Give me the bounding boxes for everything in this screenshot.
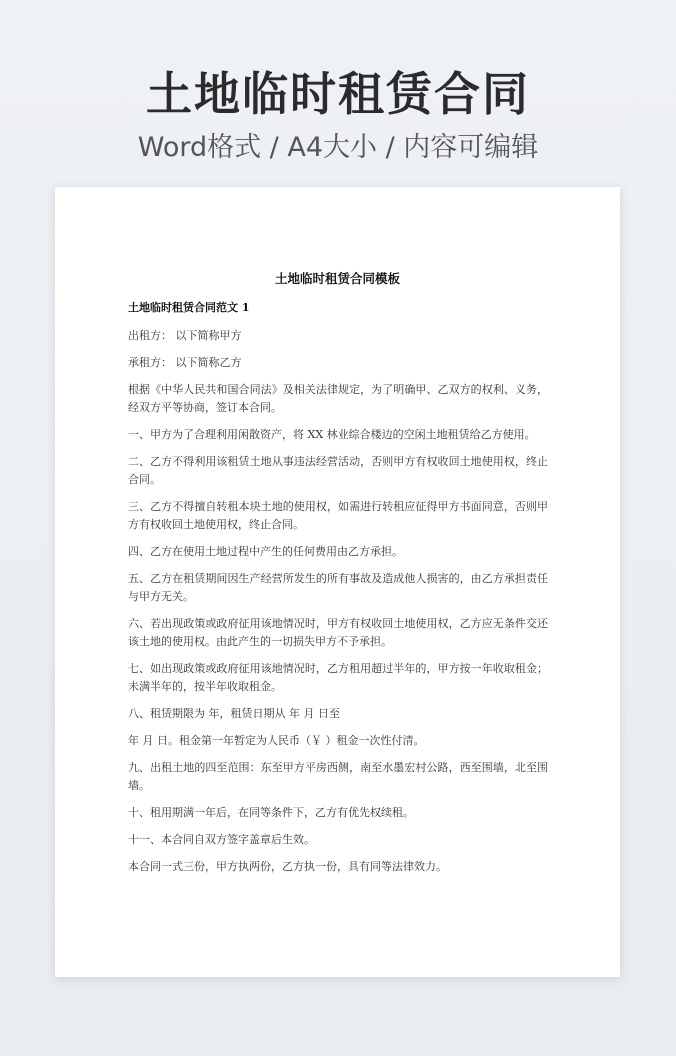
header <box>0 0 676 166</box>
document-subtitle: 土地临时租赁合同范文 1 <box>128 301 250 314</box>
document-body <box>128 299 548 885</box>
paragraph: 出租方： 以下简称甲方 <box>128 329 242 342</box>
paragraph: 年 月 日。租金第一年暂定为人民币（￥ ）租金一次性付清。 <box>128 734 425 747</box>
paragraph: 七、如出现政策或政府征用该地情况时，乙方租用超过半年的，甲方按一年收取租金；未满半年的，按半年收取租金。 <box>128 662 548 693</box>
paragraph: 本合同一式三份，甲方执两份，乙方执一份，具有同等法律效力。 <box>128 860 447 873</box>
document-page <box>55 187 620 977</box>
paragraph: 承租方： 以下简称乙方 <box>128 356 242 369</box>
page-subtitle: Word格式 / A4大小 / 内容可编辑 <box>137 132 539 163</box>
paragraph: 一、甲方为了合理利用闲散资产，将 XX 林业综合楼边的空闲土地租赁给乙方使用。 <box>128 428 536 441</box>
paragraph: 十一、本合同自双方签字盖章后生效。 <box>128 833 315 846</box>
paragraph: 九、出租土地的四至范围：东至甲方平房西侧，南至水墨宏村公路，西至围墙，北至围墙。 <box>128 761 548 792</box>
paragraph: 五、乙方在租赁期间因生产经营所发生的所有事故及造成他人损害的，由乙方承担责任与甲方无关。 <box>128 572 548 603</box>
paragraph: 十、租用期满一年后，在同等条件下，乙方有优先权续租。 <box>128 806 414 819</box>
page-title: 土地临时租赁合同 <box>146 67 530 121</box>
document-title: 土地临时租赁合同模板 <box>274 271 400 286</box>
paragraph: 四、乙方在使用土地过程中产生的任何费用由乙方承担。 <box>128 545 403 558</box>
paragraph: 八、租赁期限为 年，租赁日期从 年 月 日至 <box>128 707 340 720</box>
paragraph: 根据《中华人民共和国合同法》及相关法律规定，为了明确甲、乙双方的权利、义务，经双方平等协商，签订本合同。 <box>128 383 548 414</box>
paragraph: 二、乙方不得利用该租赁土地从事违法经营活动，否则甲方有权收回土地使用权，终止合同。 <box>128 455 548 486</box>
paragraph: 三、乙方不得擅自转租本块土地的使用权，如需进行转租应征得甲方书面同意，否则甲方有权收回土地使用权，终止合同。 <box>128 500 548 531</box>
paragraph: 六、若出现政策或政府征用该地情况时，甲方有权收回土地使用权，乙方应无条件交还该土地的使用权。由此产生的一切损失甲方不予承担。 <box>128 617 548 648</box>
